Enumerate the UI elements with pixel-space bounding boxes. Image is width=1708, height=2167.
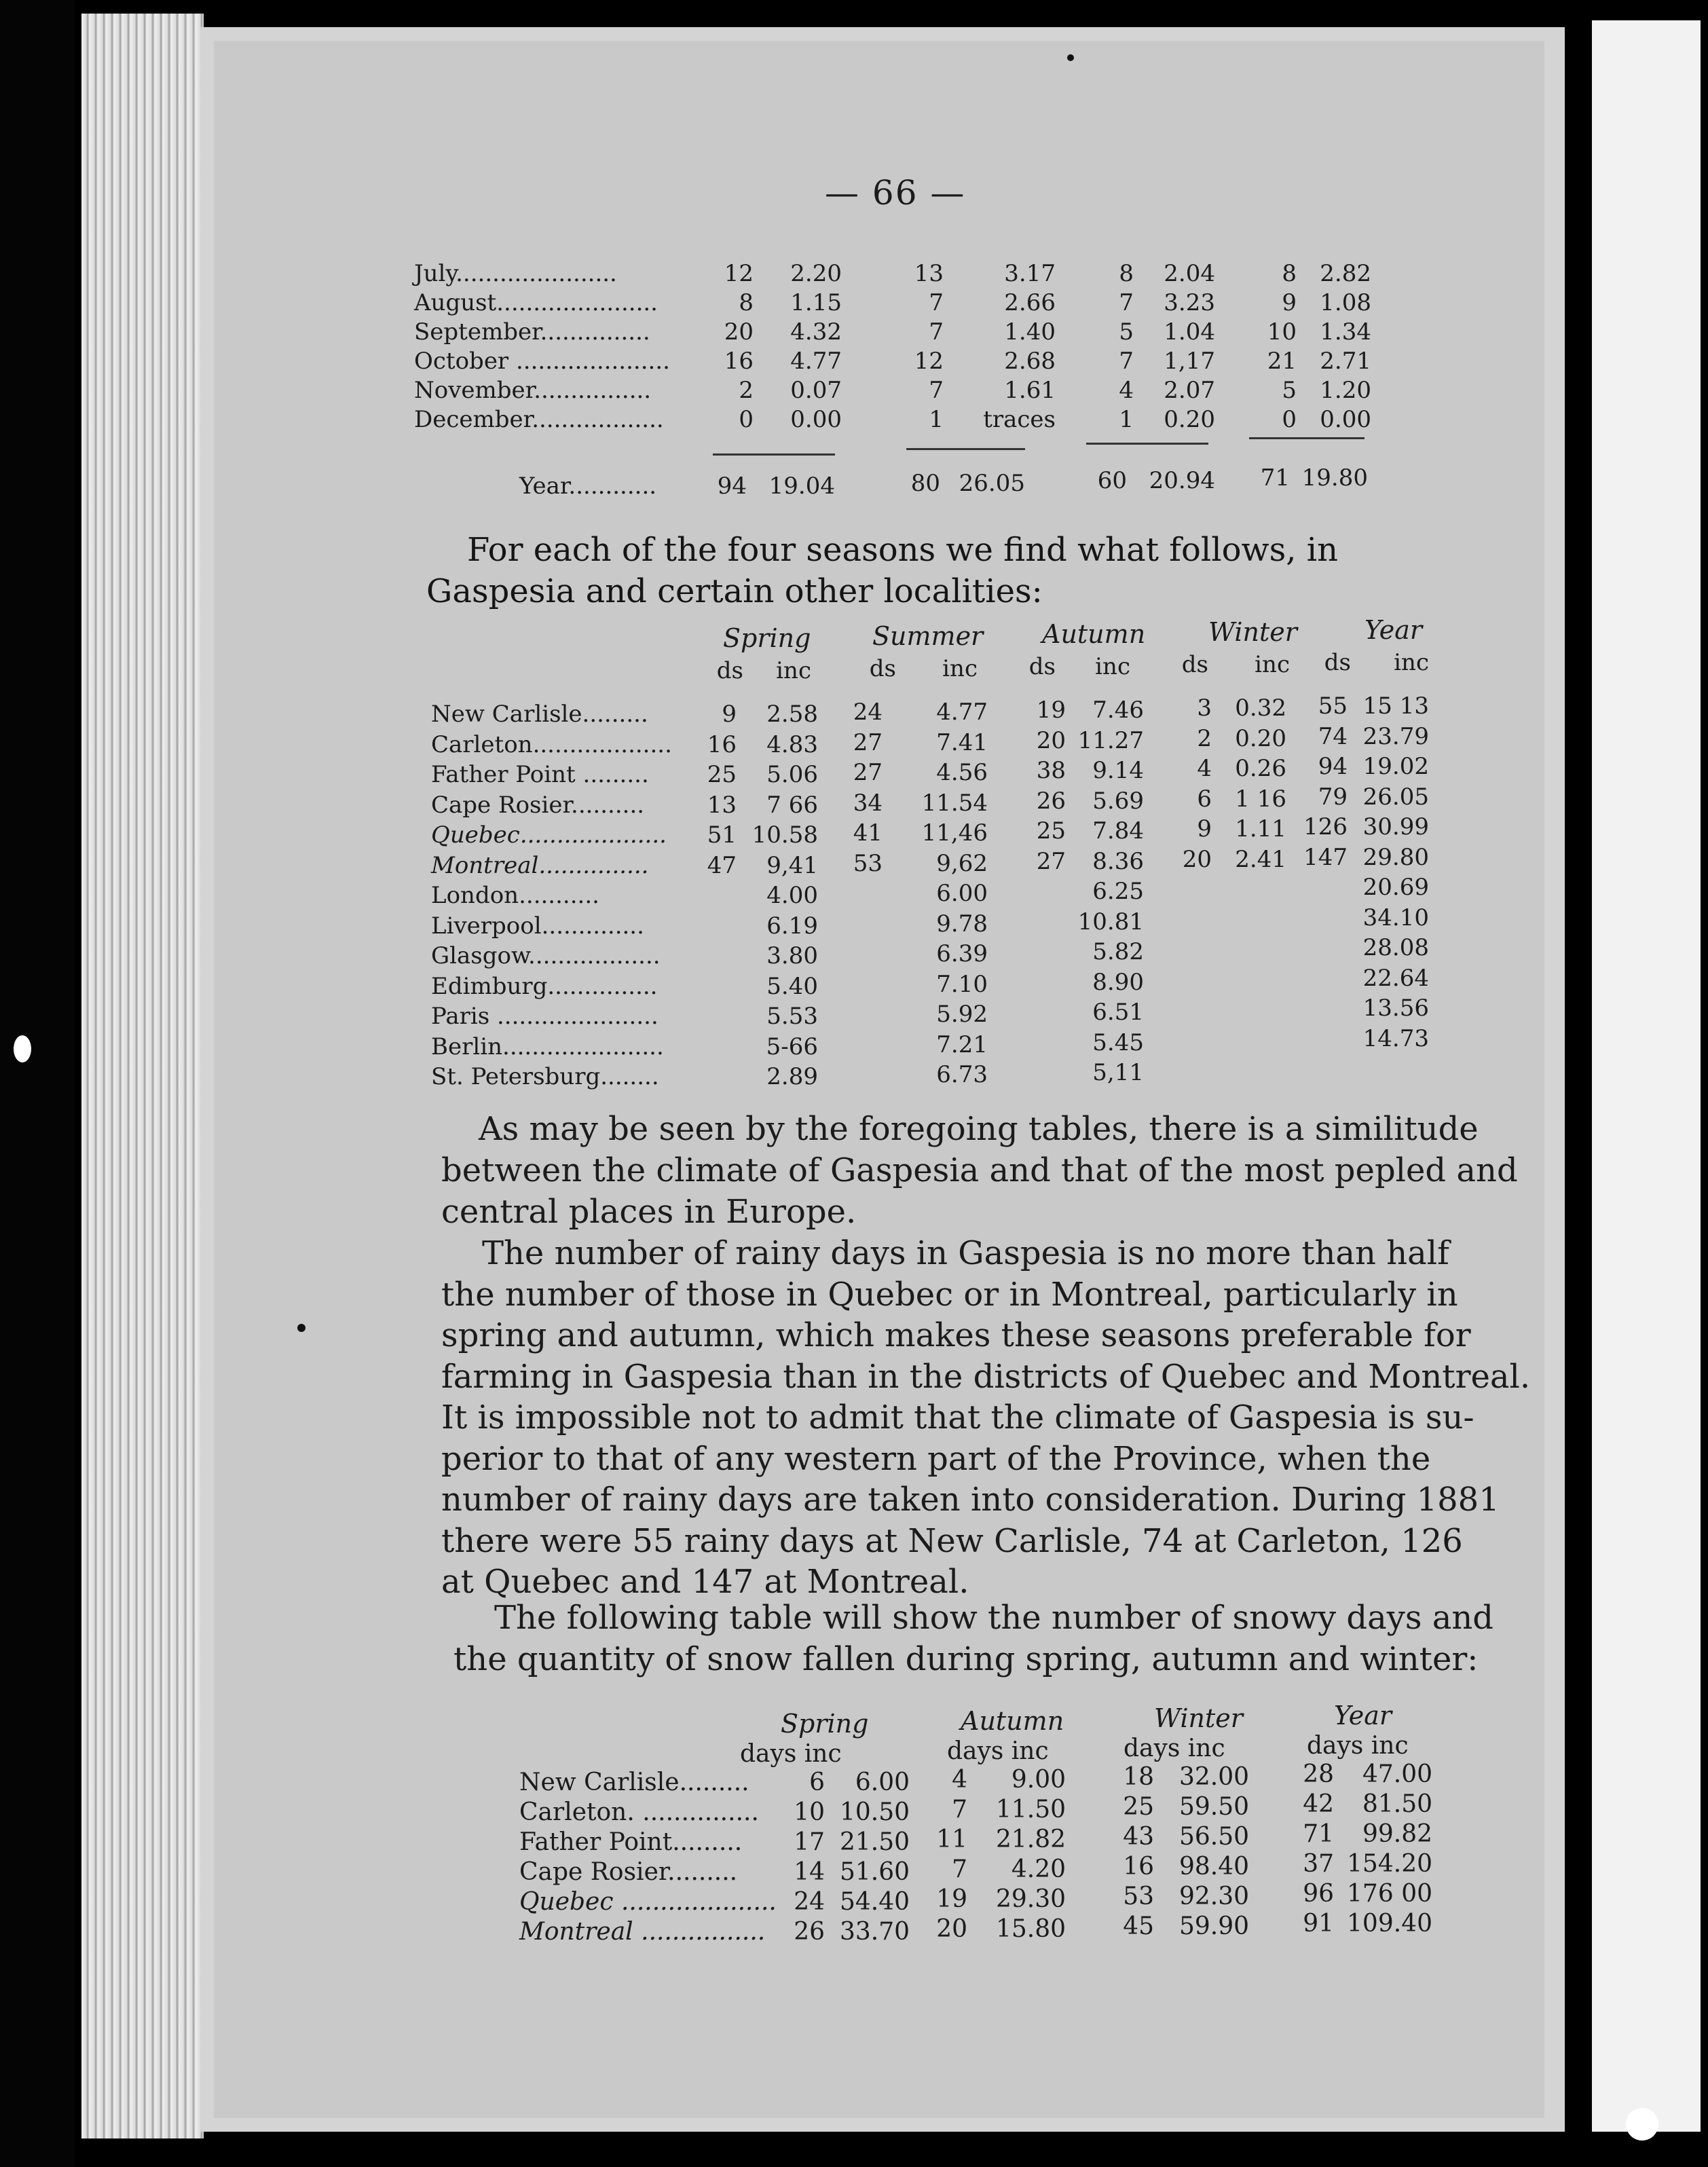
cell-value: 6 (1197, 785, 1212, 813)
cell-value: 2.89 (766, 1063, 818, 1090)
row-label: Berlin...................... (431, 1033, 664, 1060)
cell-value: 45 (1123, 1912, 1154, 1940)
cell-value: 20 (1182, 845, 1212, 873)
cell-days: 10 (1267, 318, 1297, 346)
cell-value: 5-66 (766, 1033, 818, 1060)
cell-inches: 3.23 (1164, 289, 1215, 316)
cell-inches: 1.40 (1004, 318, 1056, 346)
cell-value: 94 (1318, 753, 1348, 780)
cell-value: 38 (1036, 757, 1066, 784)
cell-value: 99.82 (1362, 1820, 1432, 1848)
row-label: November................ (414, 377, 652, 404)
row-label: Father Point ......... (431, 761, 649, 788)
cell-value: 5,11 (1092, 1059, 1144, 1086)
cell-days: 12 (724, 260, 754, 287)
column-header: Year (1334, 1701, 1392, 1730)
cell-value: 29.80 (1362, 843, 1429, 871)
cell-value: 13.56 (1362, 995, 1429, 1022)
cell-value: 21.50 (839, 1828, 910, 1856)
cell-value: 18 (1123, 1763, 1154, 1791)
gutter (1565, 0, 1585, 2167)
cell-inches: 4.32 (790, 318, 842, 346)
cell-value: 4.00 (766, 882, 818, 909)
cell-value: 26 (1036, 787, 1066, 815)
cell-days: 2 (739, 377, 754, 404)
row-label: Paris ...................... (431, 1003, 658, 1030)
cell-inches: 0.20 (1164, 406, 1215, 433)
cell-value: 19.02 (1362, 753, 1429, 780)
sub-header: inc (1255, 651, 1290, 678)
cell-value: 24 (853, 699, 883, 726)
cell-inches: 1.61 (1004, 377, 1056, 404)
cell-days: 20 (724, 318, 754, 346)
cell-value: 25 (1036, 817, 1066, 845)
row-label: New Carlisle......... (519, 1768, 749, 1796)
row-label: Montreal ................ (519, 1918, 766, 1946)
row-label: Carleton................... (431, 730, 672, 758)
cell-value: 2.58 (766, 701, 818, 728)
cell-inches: 0.00 (1320, 406, 1371, 433)
cell-value: 9.14 (1092, 757, 1144, 784)
cell-value: 27 (853, 728, 883, 756)
cell-value: 92.30 (1178, 1883, 1249, 1910)
cell-value: 27 (1036, 847, 1066, 875)
cell-value: 53 (853, 849, 883, 877)
ink-dot (297, 1324, 305, 1332)
cell-value: 10.58 (751, 821, 818, 849)
facing-page (1585, 0, 1708, 2167)
cell-value: 7 (952, 1855, 967, 1883)
row-label: St. Petersburg........ (431, 1063, 659, 1090)
text-line: there were 55 rainy days at New Carlisle, 74 at Carleton, 126 (441, 1521, 1463, 1560)
sub-header: inc (942, 655, 978, 682)
cell-inches: 2.68 (1004, 348, 1056, 375)
cell-value: 27 (853, 759, 883, 786)
row-label: August...................... (414, 289, 658, 316)
sub-header: inc (1394, 649, 1429, 676)
year-days: 60 (1097, 467, 1127, 494)
cell-value: 20 (936, 1915, 967, 1943)
cell-days: 7 (1119, 289, 1134, 316)
cell-value: 19 (1036, 697, 1066, 724)
cell-value: 7.10 (936, 970, 988, 998)
cell-value: 98.40 (1178, 1853, 1249, 1881)
cell-value: 25 (1123, 1793, 1154, 1821)
cell-value: 6.51 (1092, 999, 1144, 1026)
sub-header: ds (1028, 653, 1056, 680)
page-edges (81, 14, 204, 2138)
cell-value: 6.00 (936, 880, 988, 907)
year-days: 71 (1260, 464, 1290, 492)
sub-header: days inc (1307, 1732, 1409, 1760)
cell-inches: 3.17 (1004, 260, 1056, 287)
text-line: the number of those in Quebec or in Montreal, particularly in (441, 1275, 1458, 1314)
sub-header: inc (1095, 653, 1130, 680)
cell-inches: 1.08 (1320, 289, 1371, 316)
cell-value: 37 (1303, 1850, 1334, 1878)
column-header: Autumn (961, 1706, 1064, 1736)
cell-value: 16 (707, 730, 737, 758)
cell-value: 47 (707, 851, 737, 879)
cell-value: 8.90 (1092, 968, 1144, 996)
cell-value: 6.19 (766, 912, 818, 940)
text-line: farming in Gaspesia than in the districts of Quebec and Montreal. (441, 1357, 1531, 1396)
cell-value: 10.50 (839, 1798, 910, 1826)
row-label: Father Point......... (519, 1828, 743, 1856)
sub-header: ds (1324, 649, 1351, 676)
cell-value: 33.70 (839, 1918, 910, 1946)
column-header: Winter (1208, 617, 1297, 647)
row-label: Quebec.................... (431, 821, 667, 849)
cell-value: 10 (794, 1798, 825, 1826)
cell-inches: 0.00 (790, 406, 842, 433)
cell-value: 9 (722, 701, 737, 728)
cell-value: 7.41 (936, 728, 988, 756)
cell-value: 21.82 (995, 1826, 1066, 1853)
cell-value: 24 (794, 1888, 825, 1916)
cell-value: 53 (1123, 1883, 1154, 1910)
cell-value: 54.40 (839, 1888, 910, 1916)
cell-value: 7.21 (936, 1031, 988, 1058)
cell-value: 5.92 (936, 1001, 988, 1028)
cell-value: 4.56 (936, 759, 988, 786)
cell-value: 6.25 (1092, 878, 1144, 905)
book-spine-shadow (0, 0, 75, 2167)
sub-header: inc (776, 657, 811, 684)
cell-days: 7 (929, 318, 944, 346)
cell-value: 20 (1036, 726, 1066, 754)
cell-value: 96 (1303, 1880, 1334, 1908)
cell-value: 109.40 (1347, 1910, 1432, 1938)
text-line: between the climate of Gaspesia and that of the most pepled and (441, 1151, 1518, 1189)
cell-inches: traces (983, 406, 1056, 433)
cell-value: 176 00 (1347, 1880, 1432, 1908)
cell-value: 91 (1303, 1910, 1334, 1938)
cell-value: 34.10 (1362, 904, 1429, 931)
cell-days: 7 (929, 289, 944, 316)
ink-dot (1067, 54, 1074, 61)
cell-value: 13 (707, 791, 737, 819)
cell-value: 34 (853, 789, 883, 817)
cell-days: 12 (914, 348, 944, 375)
year-inches: 26.05 (959, 470, 1025, 497)
sub-header: ds (716, 657, 743, 684)
cell-value: 14.73 (1362, 1024, 1429, 1052)
row-label: October ..................... (414, 348, 670, 375)
cell-value: 26.05 (1362, 783, 1429, 811)
cell-value: 7 66 (766, 791, 818, 819)
year-inches: 19.80 (1301, 464, 1368, 492)
column-header: Autumn (1042, 619, 1146, 649)
row-label: Quebec .................... (519, 1888, 777, 1916)
cell-inches: 2.07 (1164, 377, 1215, 404)
cell-inches: 1.34 (1320, 318, 1371, 346)
text-line: central places in Europe. (441, 1193, 857, 1231)
cell-days: 13 (914, 260, 944, 287)
row-label: Liverpool.............. (431, 912, 644, 940)
cell-value: 28 (1303, 1760, 1334, 1788)
cell-value: 11 (936, 1826, 967, 1853)
cell-value: 79 (1318, 783, 1348, 811)
cell-value: 71 (1303, 1820, 1334, 1848)
cell-days: 7 (929, 377, 944, 404)
cell-value: 147 (1303, 843, 1348, 871)
column-header: Summer (872, 621, 984, 651)
scan-speck (14, 1035, 31, 1062)
cell-value: 19 (936, 1885, 967, 1913)
cell-value: 28.08 (1362, 934, 1429, 961)
scan-speck (1626, 2108, 1658, 2141)
cell-value: 14 (794, 1858, 825, 1886)
cell-value: 7.46 (1092, 697, 1144, 724)
row-label: Cape Rosier.......... (431, 791, 645, 819)
cell-value: 55 (1318, 692, 1348, 720)
cell-days: 1 (1119, 406, 1134, 433)
cell-value: 43 (1123, 1823, 1154, 1851)
cell-value: 2.41 (1235, 845, 1286, 873)
sub-header: ds (1181, 651, 1208, 678)
cell-value: 2 (1197, 724, 1212, 752)
cell-value: 3.80 (766, 942, 818, 969)
cell-value: 29.30 (995, 1885, 1066, 1913)
cell-value: 25 (707, 761, 737, 788)
total-rule (1086, 443, 1208, 445)
cell-days: 9 (1282, 289, 1297, 316)
row-label: September............... (414, 318, 650, 346)
text-line: the quantity of snow fallen during spring, autumn and winter: (453, 1640, 1479, 1678)
cell-value: 6.39 (936, 940, 988, 967)
cell-days: 0 (1282, 406, 1297, 433)
text-line: spring and autumn, which makes these seasons preferable for (441, 1316, 1471, 1354)
cell-value: 15 13 (1362, 692, 1429, 720)
text-line: It is impossible not to admit that the climate of Gaspesia is su- (441, 1399, 1474, 1437)
cell-inches: 2.66 (1004, 289, 1056, 316)
cell-inches: 2.20 (790, 260, 842, 287)
cell-value: 126 (1303, 813, 1348, 840)
cell-value: 0.20 (1235, 724, 1286, 752)
cell-value: 10.81 (1077, 908, 1144, 936)
year-days: 94 (717, 473, 747, 500)
cell-value: 9 (1197, 815, 1212, 842)
sub-header: days inc (947, 1737, 1049, 1765)
cell-value: 6 (809, 1768, 825, 1796)
text-line: The following table will show the number of snowy days and (494, 1599, 1494, 1637)
text-line: at Quebec and 147 at Montreal. (441, 1563, 969, 1601)
page-number: — 66 — (825, 173, 966, 212)
cell-value: 51.60 (839, 1858, 910, 1886)
cell-inches: 4.77 (790, 348, 842, 375)
cell-value: 7.84 (1092, 817, 1144, 845)
cell-days: 4 (1119, 377, 1134, 404)
cell-value: 5.40 (766, 972, 818, 1000)
cell-inches: 0.07 (790, 377, 842, 404)
cell-value: 47.00 (1362, 1760, 1432, 1788)
cell-inches: 1.04 (1164, 318, 1215, 346)
row-label: Edimburg............... (431, 972, 658, 1000)
cell-value: 9.00 (1011, 1766, 1066, 1794)
cell-value: 9.78 (936, 910, 988, 938)
cell-value: 11.54 (921, 789, 988, 817)
text-line: As may be seen by the foregoing tables, there is a similitude (479, 1110, 1479, 1148)
column-header: Spring (723, 623, 811, 653)
row-label: Glasgow.................. (431, 942, 661, 969)
cell-value: 7 (952, 1796, 967, 1823)
cell-value: 11.27 (1077, 726, 1144, 754)
row-label: December.................. (414, 406, 664, 433)
cell-days: 16 (724, 348, 754, 375)
cell-value: 17 (794, 1828, 825, 1856)
cell-value: 8.36 (1092, 847, 1144, 875)
cell-value: 1.11 (1235, 815, 1286, 842)
cell-value: 3 (1197, 694, 1212, 722)
cell-value: 11.50 (995, 1796, 1066, 1823)
cell-value: 0.26 (1235, 755, 1286, 782)
year-inches: 20.94 (1149, 467, 1215, 494)
cell-value: 154.20 (1347, 1850, 1432, 1878)
cell-value: 9,62 (936, 849, 988, 877)
cell-inches: 1,17 (1164, 348, 1215, 375)
text-line: perior to that of any western part of the Province, when the (441, 1439, 1431, 1478)
cell-value: 26 (794, 1918, 825, 1946)
cell-value: 59.90 (1178, 1912, 1249, 1940)
cell-days: 8 (1282, 260, 1297, 287)
text-line: The number of rainy days in Gaspesia is no more than half (482, 1234, 1449, 1272)
cell-value: 15.80 (995, 1915, 1066, 1943)
cell-value: 5.53 (766, 1003, 818, 1030)
cell-value: 74 (1318, 722, 1348, 750)
cell-value: 23.79 (1362, 722, 1429, 750)
cell-days: 7 (1119, 348, 1134, 375)
cell-value: 56.50 (1178, 1823, 1249, 1851)
cell-value: 30.99 (1362, 813, 1429, 840)
cell-value: 4.83 (766, 730, 818, 758)
cell-value: 22.64 (1362, 964, 1429, 992)
cell-days: 1 (929, 406, 944, 433)
cell-value: 1 16 (1235, 785, 1286, 813)
cell-inches: 1.15 (790, 289, 842, 316)
row-label: Cape Rosier......... (519, 1858, 738, 1886)
year-label: Year............ (519, 473, 657, 500)
total-rule (1249, 437, 1364, 439)
row-label: New Carlisle......... (431, 701, 648, 728)
cell-value: 4.20 (1011, 1855, 1066, 1883)
row-label: July...................... (414, 260, 617, 287)
cell-value: 32.00 (1178, 1763, 1249, 1791)
cell-value: 81.50 (1362, 1790, 1432, 1818)
cell-value: 41 (853, 819, 883, 847)
cell-value: 4 (1197, 755, 1212, 782)
cell-days: 0 (739, 406, 754, 433)
row-label: London........... (431, 882, 599, 909)
cell-value: 4 (952, 1766, 967, 1794)
year-days: 80 (910, 470, 940, 497)
cell-value: 42 (1303, 1790, 1334, 1818)
cell-value: 11,46 (921, 819, 988, 847)
column-header: Spring (781, 1709, 869, 1739)
cell-value: 59.50 (1178, 1793, 1249, 1821)
cell-inches: 2.82 (1320, 260, 1371, 287)
cell-days: 5 (1119, 318, 1134, 346)
cell-days: 21 (1267, 348, 1297, 375)
sub-header: ds (869, 655, 896, 682)
total-rule (906, 448, 1025, 450)
cell-value: 20.69 (1362, 874, 1429, 901)
cell-value: 5.06 (766, 761, 818, 788)
cell-value: 5.82 (1092, 938, 1144, 965)
column-header: Year (1364, 615, 1423, 645)
cell-value: 5.69 (1092, 787, 1144, 815)
cell-days: 8 (1119, 260, 1134, 287)
year-inches: 19.04 (768, 473, 835, 500)
text-line: number of rainy days are taken into consideration. During 1881 (441, 1481, 1500, 1519)
cell-value: 5.45 (1092, 1029, 1144, 1056)
cell-inches: 1.20 (1320, 377, 1371, 404)
cell-value: 9,41 (766, 851, 818, 879)
cell-inches: 2.04 (1164, 260, 1215, 287)
column-header: Winter (1154, 1703, 1243, 1733)
cell-value: 6.00 (855, 1768, 910, 1796)
paragraph-intro: For each of the four seasons we find what follows, in Gaspesia and certain other localities: (426, 531, 1339, 610)
row-label: Carleton. ............... (519, 1798, 759, 1826)
cell-days: 8 (739, 289, 754, 316)
cell-value: 16 (1123, 1853, 1154, 1881)
total-rule (713, 453, 835, 456)
cell-value: 0.32 (1235, 694, 1286, 722)
cell-inches: 2.71 (1320, 348, 1371, 375)
sub-header: days inc (740, 1740, 842, 1768)
sub-header: days inc (1124, 1735, 1225, 1762)
row-label: Montreal............... (431, 851, 649, 879)
cell-value: 4.77 (936, 699, 988, 726)
cell-value: 6.73 (936, 1061, 988, 1088)
cell-days: 5 (1282, 377, 1297, 404)
cell-value: 51 (707, 821, 737, 849)
